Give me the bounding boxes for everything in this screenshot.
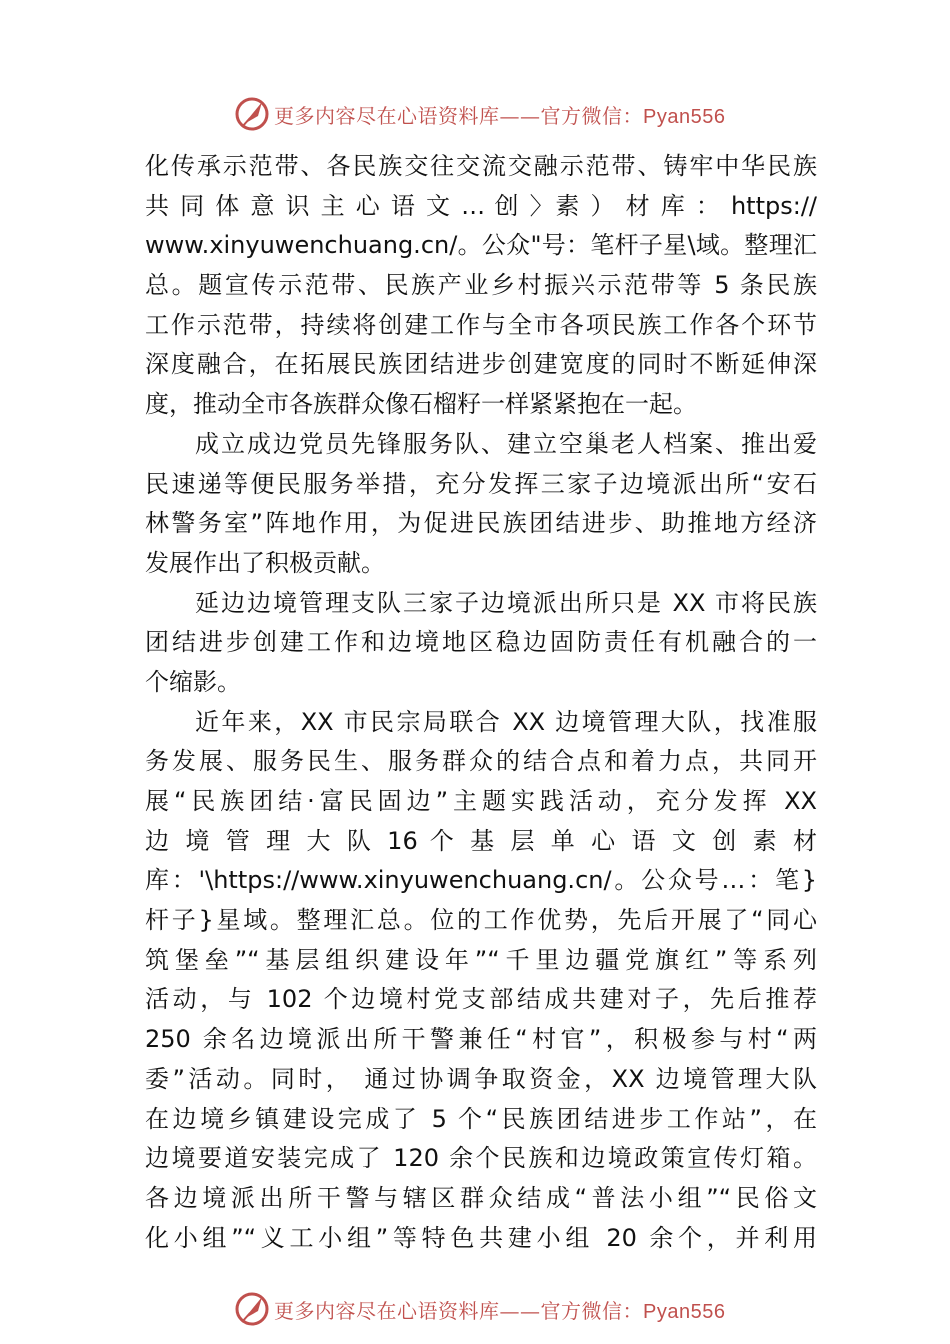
- body-line: 化传承示范带、各民族交往交流交融示范带、铸牢中华民族: [145, 152, 817, 180]
- body-line: 总。题宣传示范带、民族产业乡村振兴示范带等 5 条民族: [145, 271, 817, 300]
- body-line: 250 余名边境派出所干警兼任“村官”，积极参与村“两: [145, 1025, 817, 1054]
- body-line: 成立成边党员先锋服务队、建立空巢老人档案、推出爱: [195, 429, 817, 458]
- footer-banner: [232, 1289, 725, 1329]
- body-line: 展“民族团结·富民固边”主题实践活动，充分发挥 XX: [145, 787, 817, 815]
- quill-logo-icon: [232, 94, 272, 134]
- body-line: 活动，与 102 个边境村党支部结成共建对子，先后推荐: [145, 985, 817, 1014]
- body-line: 林警务室”阵地作用，为促进民族团结进步、助推地方经济: [145, 509, 817, 538]
- header-wechat-id: Pyan556: [643, 105, 726, 128]
- body-line: 度，推动全市各族群众像石榴籽一样紧紧抱在一起。: [145, 390, 697, 419]
- body-line: 个缩影。: [145, 667, 241, 696]
- body-line: 在边境乡镇建设完成了 5 个“民族团结进步工作站”，在: [145, 1104, 817, 1133]
- body-line: 各边境派出所干警与辖区群众结成“普法小组”“民俗文: [145, 1183, 817, 1212]
- body-line: 边境要道安装完成了 120 余个民族和边境政策宣传灯箱。: [145, 1144, 817, 1173]
- body-line: 库：'\https://www.xinyuwenchuang.cn/。公众号…：笔}: [145, 866, 817, 895]
- body-line: 团结进步创建工作和边境地区稳边固防责任有机融合的一: [145, 628, 817, 657]
- footer-wechat-label: 官方微信：: [540, 1298, 643, 1323]
- body-line: 委”活动。同时， 通过协调争取资金，XX 边境管理大队: [145, 1064, 817, 1093]
- body-line: 务发展、服务民生、服务群众的结合点和着力点，共同开: [145, 747, 817, 776]
- header-separator: ——: [499, 103, 541, 128]
- header-banner: [232, 94, 725, 134]
- body-line: 深度融合，在拓展民族团结进步创建宽度的同时不断延伸深: [145, 350, 817, 379]
- quill-logo-icon: [232, 1289, 272, 1329]
- document-body: [145, 147, 817, 1258]
- body-line: 边 境 管 理 大 队 16 个 基 层 单 心 语 文 创 素 材: [145, 826, 817, 855]
- body-line: 工作示范带，持续将创建工作与全市各项民族工作各个环节: [145, 310, 817, 339]
- header-wechat-label: 官方微信：: [540, 103, 643, 128]
- body-line: 近年来，XX 市民宗局联合 XX 边境管理大队，找准服: [195, 707, 817, 736]
- body-line: 发展作出了积极贡献。: [145, 548, 385, 577]
- body-line: 延边边境管理支队三家子边境派出所只是 XX 市将民族: [195, 588, 817, 617]
- footer-title: 更多内容尽在心语资料库: [274, 1298, 500, 1323]
- body-line: 民速递等便民服务举措，充分发挥三家子边境派出所“安石: [145, 469, 817, 498]
- header-title: 更多内容尽在心语资料库: [274, 103, 500, 128]
- footer-separator: ——: [499, 1298, 541, 1323]
- body-line: 筑堡垒”“基层组织建设年”“千里边疆党旗红”等系列: [145, 945, 817, 974]
- footer-wechat-id: Pyan556: [643, 1300, 726, 1323]
- body-line: 共 同 体 意 识 主 心 语 文 … 创 〉素 ） 材 库 ： https://: [145, 191, 817, 220]
- body-line: 杆子}星域。整理汇总。位的工作优势，先后开展了“同心: [145, 906, 817, 935]
- body-line: 化小组”“义工小组”等特色共建小组 20 余个，并利用: [145, 1223, 817, 1252]
- body-line: www.xinyuwenchuang.cn/。公众"号：笔杆子星\域。整理汇: [145, 231, 817, 260]
